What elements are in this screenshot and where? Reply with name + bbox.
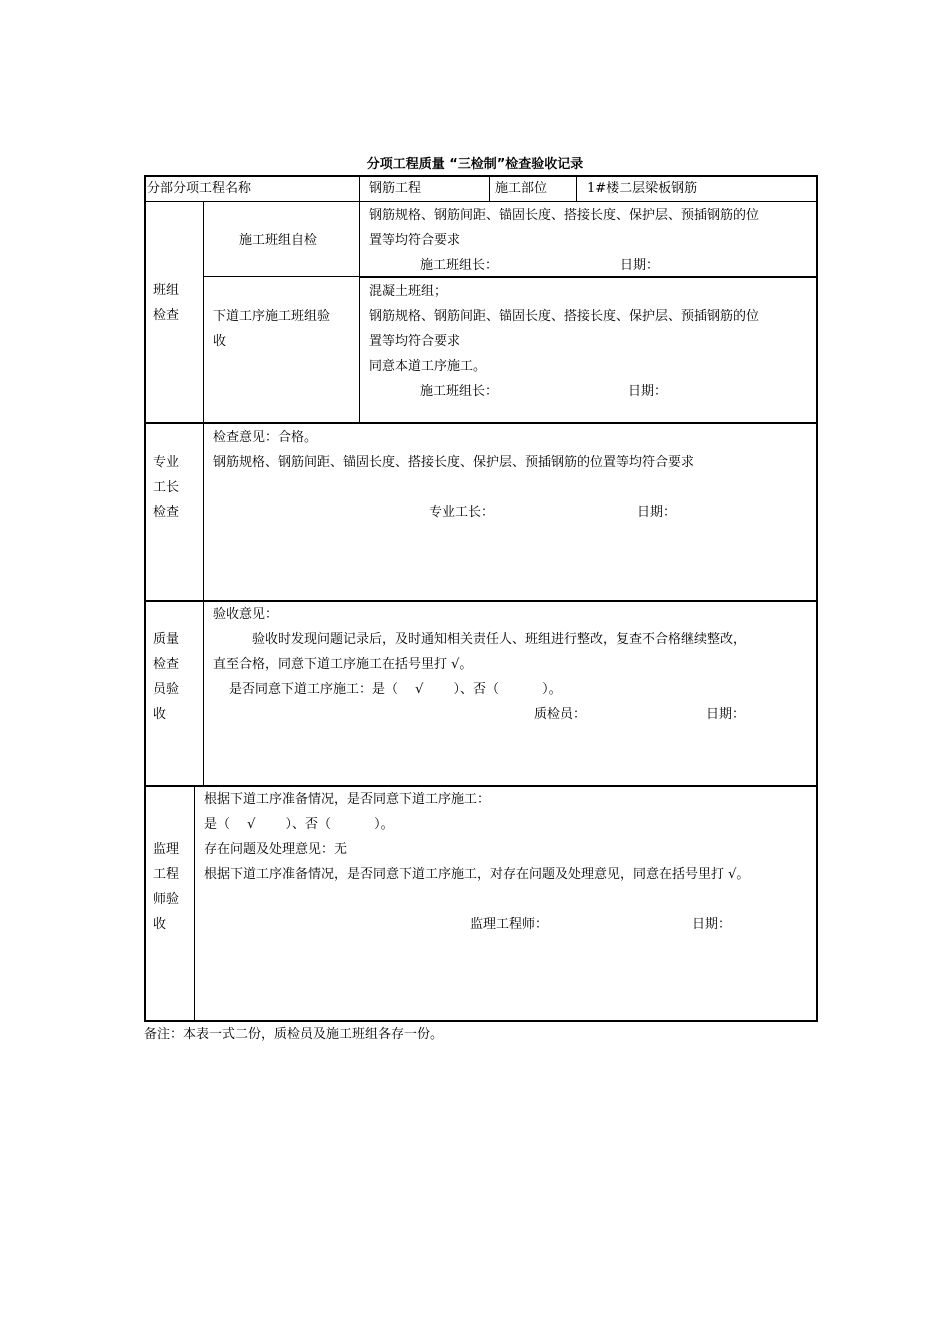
foreman-check-label: 专业 工长 检查 xyxy=(153,455,180,520)
self-check-content: 置等均符合要求 xyxy=(369,233,461,248)
foreman-signer-label: 专业工长： xyxy=(429,505,495,520)
table-border-bottom xyxy=(144,1020,818,1022)
project-value: 钢筋工程 xyxy=(369,181,422,196)
inspector-content: 直至合格，同意下道工序施工在括号里打 √。 xyxy=(213,657,473,672)
table-border-right xyxy=(816,175,818,1022)
next-team-content: 置等均符合要求 xyxy=(369,334,461,349)
next-team-date-label: 日期： xyxy=(628,384,668,399)
inspector-opinion-label: 验收意见： xyxy=(213,607,279,622)
project-label: 分部分项工程名称 xyxy=(147,181,252,196)
col-divider xyxy=(194,785,195,1022)
self-check-content: 钢筋规格、钢筋间距、锚固长度、搭接长度、保护层、预插钢筋的位 xyxy=(369,208,760,223)
inspector-check-label: 质量 检查 员验 收 xyxy=(153,632,180,722)
row-divider xyxy=(144,201,818,202)
self-check-label: 施工班组自检 xyxy=(239,233,318,248)
supervisor-date-label: 日期： xyxy=(692,917,732,932)
inspector-agree-question: 是否同意下道工序施工：是（ √ ）、否（ ）。 xyxy=(229,682,562,697)
foreman-content: 钢筋规格、钢筋间距、锚固长度、搭接长度、保护层、预插钢筋的位置等均符合要求 xyxy=(213,455,695,470)
next-team-agree: 同意本道工序施工。 xyxy=(369,359,487,374)
supervisor-issues: 存在问题及处理意见：无 xyxy=(204,842,348,857)
table-border-left xyxy=(144,175,146,1022)
supervisor-signer-label: 监理工程师： xyxy=(470,917,549,932)
supervisor-agree: 是（ √ ）、否（ ）。 xyxy=(204,817,394,832)
next-team-check-label: 下道工序施工班组验 xyxy=(213,309,331,324)
foreman-opinion: 检查意见：合格。 xyxy=(213,430,318,445)
next-team-name: 混凝土班组； xyxy=(369,284,448,299)
row-divider xyxy=(203,276,359,277)
location-label: 施工部位 xyxy=(495,181,548,196)
next-team-content: 钢筋规格、钢筋间距、锚固长度、搭接长度、保护层、预插钢筋的位 xyxy=(369,309,760,324)
self-check-leader-label: 施工班组长： xyxy=(420,258,499,273)
col-divider xyxy=(489,175,490,201)
self-check-date-label: 日期： xyxy=(620,258,660,273)
supervisor-line: 根据下道工序准备情况，是否同意下道工序施工，对存在问题及处理意见，同意在括号里打 √。 xyxy=(204,867,750,882)
inspection-table xyxy=(144,175,818,1022)
col-divider xyxy=(203,201,204,785)
footnote: 备注：本表一式二份，质检员及施工班组各存一份。 xyxy=(144,1027,444,1042)
row-divider xyxy=(144,422,818,424)
col-divider xyxy=(359,201,360,422)
next-team-leader-label: 施工班组长： xyxy=(420,384,499,399)
inspector-date-label: 日期： xyxy=(706,707,746,722)
foreman-date-label: 日期： xyxy=(637,505,677,520)
col-divider xyxy=(359,175,360,201)
inspector-content: 验收时发现问题记录后，及时通知相关责任人、班组进行整改，复查不合格继续整改， xyxy=(252,632,747,647)
team-check-label: 班组 检查 xyxy=(153,283,180,323)
col-divider xyxy=(576,175,577,201)
supervisor-line: 根据下道工序准备情况，是否同意下道工序施工： xyxy=(204,792,491,807)
page-title: 分项工程质量 “三检制”检查验收记录 xyxy=(366,157,584,172)
supervisor-check-label: 监理 工程 师验 收 xyxy=(153,842,180,932)
inspector-signer-label: 质检员： xyxy=(534,707,587,722)
location-value: 1#楼二层梁板钢筋 xyxy=(587,181,698,196)
next-team-check-label: 收 xyxy=(213,334,227,349)
